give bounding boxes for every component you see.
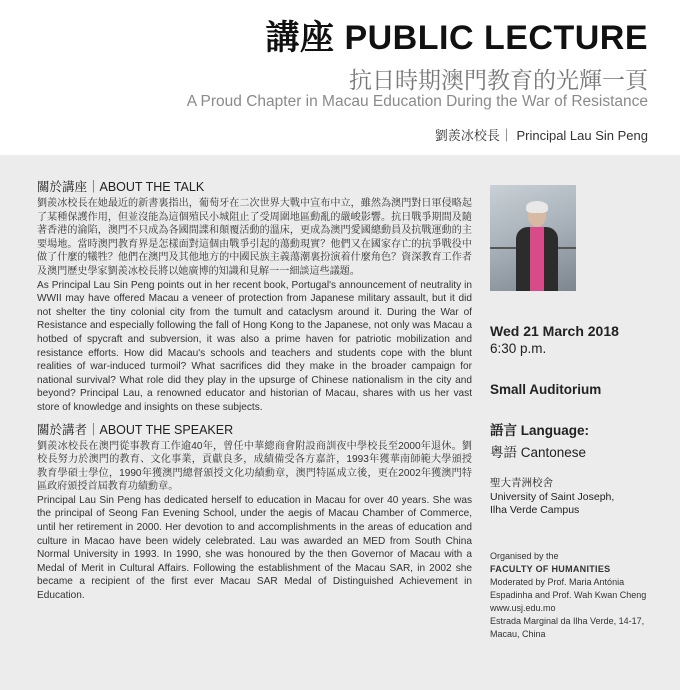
header [0, 0, 680, 155]
campus-en-2: Ilha Verde Campus [490, 504, 580, 516]
subtitle-chinese: 抗日時期澳門教育的光輝一頁 [349, 67, 648, 93]
about-speaker-text-zh: 劉羨冰校長在澳門從事教育工作逾40年，曾任中華總商會附設商訓夜中學校長至2000年退休。劉校長努力於澳門的教育、文化事業，貢獻良多，成績備受各方嘉許，1993年獲華南師範大學頒授教育學碩士學位，1990年獲澳門總督頒授文化功績勳章，澳門特區成立後，更在2002年獲澳門特區政府頒授首屆教育功績勳章。 [37, 440, 472, 493]
description-column [37, 180, 472, 603]
about-talk-text-zh: 劉羨冰校長在她最近的新書裏指出，葡萄牙在二次世界大戰中宣布中立，雖然為澳門對日軍侵略起了某種保護作用，但並沒能為這個殖民小城阻止了受周圍地區動亂的嚴峻影響。抗日戰爭期間及隨著香港的淪陷，澳門不只成為各國間諜和顛覆活動的溫床，更成為澳門愛國總動員及抗戰運動的主要場地。當時澳門教育界是怎樣面對這個由戰爭引起的蕩動現實？他們又在國家存亡的抗爭戰役中做了什麼的犧牲？他們在澳門及其他地方的中國民族主義蕩潮裏扮演着什麼角色？資深教育工作者及澳門歷史學家劉羨冰校長將以她廣博的知識和見解一一細談這些議題。 [37, 198, 472, 277]
event-venue: Small Auditorium [490, 382, 602, 397]
campus-en-1: University of Saint Joseph, [490, 490, 615, 503]
address-line-2: Macau, China [490, 628, 546, 639]
event-date: Wed 21 March 2018 [490, 323, 619, 339]
moderator-line-1: Moderated by Prof. Maria Antónia [490, 576, 625, 587]
website-link[interactable]: www.usj.edu.mo [490, 602, 556, 613]
about-speaker-text-en: Principal Lau Sin Peng has dedicated herself to education in Macau for over 40 years. She was the principal of Seong Fan Evening School, under the aegis of Macau Chamber of Commerce, until her retirement in 2000. Her devotion to and accomplishments in the areas of education and culture in Macao have been widely celebrated. Lau was awarded an MED from South China Normal University in 1993. In 1990, she was honoured by the then Governor of Macau with a Medal of Merit in Cultural Affairs. Following the establishment of the Macau SAR, in 2002 she became a recipient of the first ever Macau SAR Medal of Distinguished Achievement in Education. [37, 494, 472, 602]
event-time: 6:30 p.m. [490, 341, 547, 356]
about-talk-text-en: As Principal Lau Sin Peng points out in her recent book, Portugal's announcement of neutrality in WWII may have offered Macau a veneer of protection from Japanese military assault, but it did not shelter the tiny colonial city from the tumult and cataclysm around it. During the War of Resistance and especially following the fall of Hong Kong to the Japanese, not only was Macau a hotbed of spycraft and subversion, it was also a prime haven for patriotic mobilization and resistance efforts. How did Macau's schools and teachers and students cope with the blunt realities of war-induced turmoil? What sacrifices did they make in the broader campaign for national survival? What role did they play in the upsurge of Chinese nationalism in the city and beyond? Principal Lau, a renowned educator and historian of Macau, shares with us her vast store of knowledge and insights on these subjects. [37, 279, 472, 413]
language-label: 語言 Language: [490, 423, 590, 438]
organiser-info [490, 550, 665, 641]
page-title: 講座 PUBLIC LECTURE [265, 19, 648, 57]
faculty-name: FACULTY OF HUMANITIES [490, 563, 611, 574]
campus-info [490, 477, 665, 518]
event-details-column [490, 185, 665, 641]
campus-zh: 聖大青洲校舍 [490, 477, 553, 489]
about-talk-heading: 關於講座｜ABOUT THE TALK [37, 180, 205, 194]
organiser-line-1: Organised by the [490, 550, 559, 561]
speaker-name: 劉羨冰校長｜ Principal Lau Sin Peng [434, 128, 648, 143]
about-speaker-heading: 關於講者｜ABOUT THE SPEAKER [37, 422, 234, 437]
address-line-1: Estrada Marginal da Ilha Verde, 14-17, [490, 615, 645, 626]
language-value: 粵語 Cantonese [490, 445, 587, 460]
speaker-photo [490, 185, 576, 291]
content-panel [0, 155, 680, 690]
moderator-line-2: Espadinha and Prof. Wah Kwan Cheng [490, 589, 647, 600]
subtitle-english: A Proud Chapter in Macau Education During the War of Resistance [186, 93, 648, 110]
